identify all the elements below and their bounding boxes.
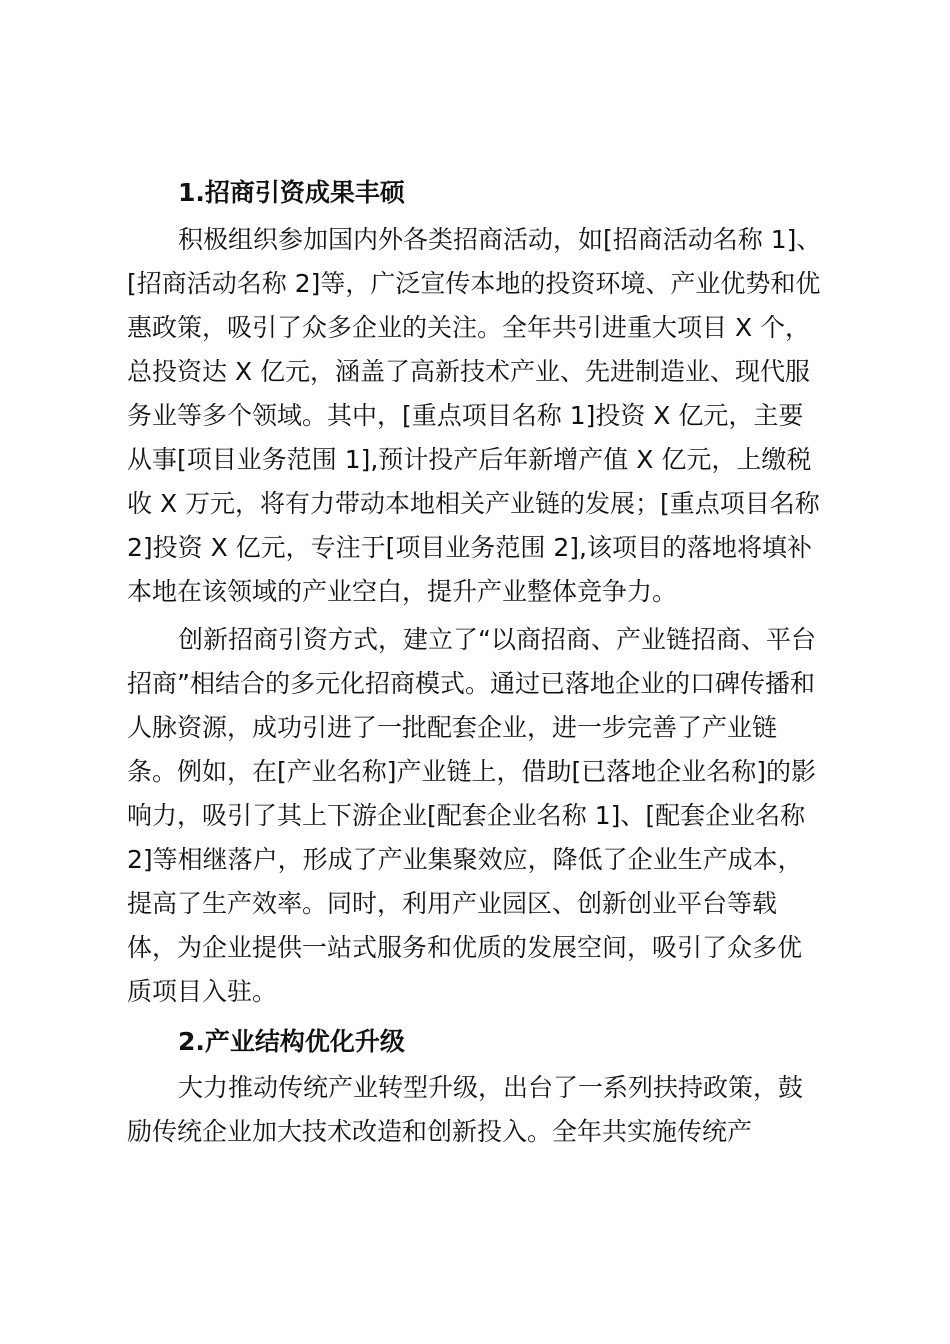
- paragraph-line: 质项目入驻。: [127, 977, 278, 1006]
- paragraph-line: 2]投资 X 亿元，专注于[项目业务范围 2],该项目的落地将填补: [127, 533, 812, 562]
- paragraph-line: 条。例如，在[产业名称]产业链上，借助[已落地企业名称]的影: [127, 757, 817, 786]
- paragraph-line: 惠政策，吸引了众多企业的关注。全年共引进重大项目 X 个，: [127, 313, 811, 342]
- paragraph-line: 励传统企业加大技术改造和创新投入。全年共实施传统产: [127, 1117, 753, 1146]
- paragraph-line: [招商活动名称 2]等，广泛宣传本地的投资环境、产业优势和优: [127, 269, 821, 298]
- paragraph-line: 大力推动传统产业转型升级，出台了一系列扶持政策，鼓: [178, 1073, 804, 1102]
- paragraph-line: 总投资达 X 亿元，涵盖了高新技术产业、先进制造业、现代服: [127, 357, 811, 386]
- paragraph-line: 体，为企业提供一站式服务和优质的发展空间，吸引了众多优: [127, 933, 803, 962]
- paragraph-line: 响力，吸引了其上下游企业[配套企业名称 1]、[配套企业名称: [127, 801, 806, 830]
- section-heading: 1.招商引资成果丰硕: [178, 178, 405, 207]
- paragraph-line: 积极组织参加国内外各类招商活动，如[招商活动名称 1]、: [178, 225, 822, 254]
- paragraph-line: 2]等相继落户，形成了产业集聚效应，降低了企业生产成本，: [127, 845, 803, 874]
- section-heading: 2.产业结构优化升级: [178, 1027, 405, 1056]
- paragraph-line: 人脉资源，成功引进了一批配套企业，进一步完善了产业链: [127, 713, 778, 742]
- paragraph-line: 收 X 万元，将有力带动本地相关产业链的发展；[重点项目名称: [127, 489, 820, 518]
- paragraph-line: 创新招商引资方式，建立了“以商招商、产业链招商、平台: [178, 625, 816, 654]
- paragraph-line: 招商”相结合的多元化招商模式。通过已落地企业的口碑传播和: [127, 669, 815, 698]
- paragraph-line: 从事[项目业务范围 1],预计投产后年新增产值 X 亿元，上缴税: [127, 445, 812, 474]
- paragraph-line: 务业等多个领域。其中，[重点项目名称 1]投资 X 亿元，主要: [127, 401, 804, 430]
- paragraph-line: 提高了生产效率。同时，利用产业园区、创新创业平台等载: [127, 889, 778, 918]
- paragraph-line: 本地在该领域的产业空白，提升产业整体竞争力。: [127, 577, 678, 606]
